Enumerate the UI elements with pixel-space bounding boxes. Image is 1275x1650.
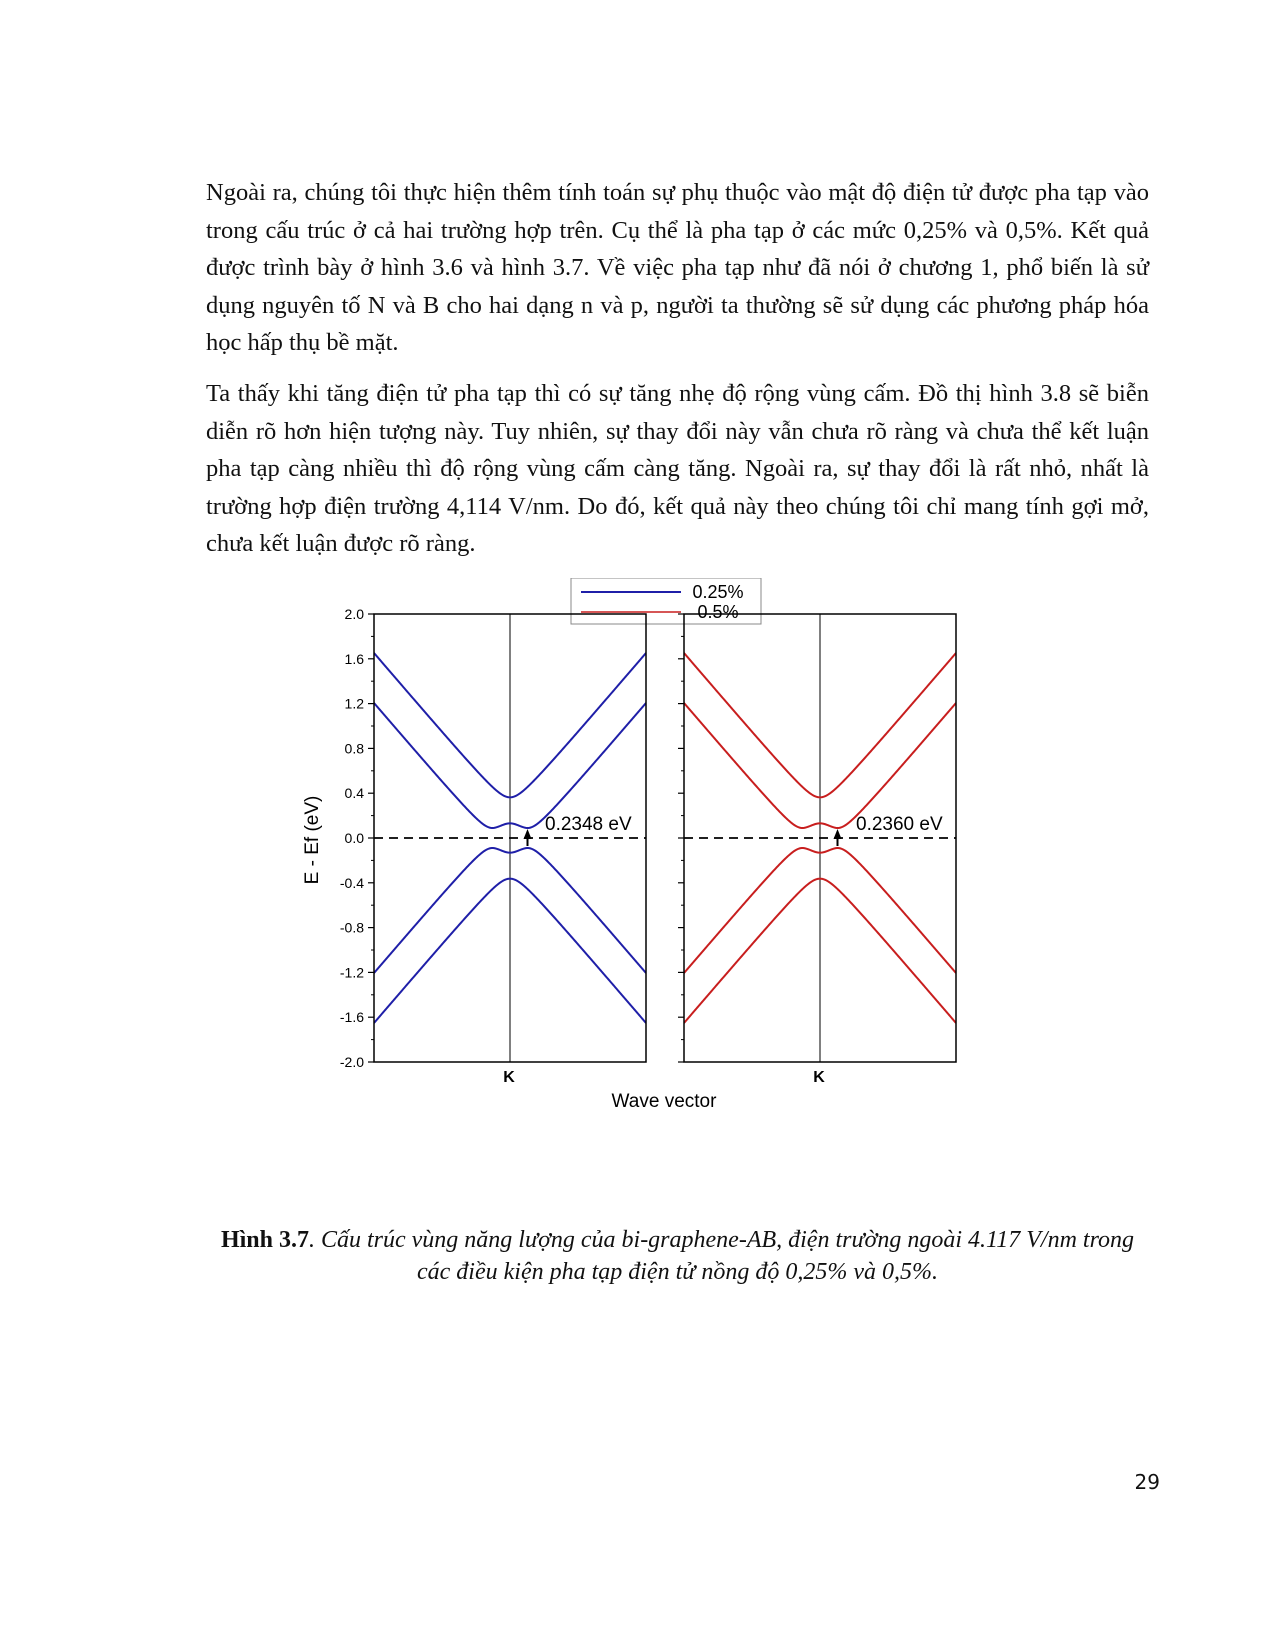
y-tick-label: -1.2: [339, 964, 364, 981]
x-axis-label: Wave vector: [611, 1091, 717, 1112]
legend-label-1: 0.5%: [697, 602, 739, 622]
band-structure-figure: [300, 578, 980, 1118]
y-axis-label: E - Ef (eV): [302, 795, 323, 885]
legend: [571, 578, 761, 624]
k-label-1: K: [813, 1069, 825, 1086]
gap-arrow-head: [524, 829, 532, 839]
paragraph-2: Ta thấy khi tăng điện tử pha tạp thì có sự tăng nhẹ độ rộng vùng cấm. Đồ thị hình 3.8 sẽ biễn diễn rõ hơn hiện tượng này. Tuy nhiên, sự thay đổi này vẫn chưa rõ ràng và chưa thể kết luận pha tạp càng nhiều thì độ rộng vùng cấm càng tăng. Ngoài ra, sự thay đổi là rất nhỏ, nhất là trường hợp điện trường 4,114 V/nm. Do đó, kết quả này theo chúng tôi chỉ mang tính gợi mở, chưa kết luận được rõ ràng.: [206, 380, 1149, 557]
caption-text: . Cấu trúc vùng năng lượng của bi-graphene-AB, điện trường ngoài 4.117 V/nm trong các điều kiện pha tạp điện tử nồng độ 0,25% và 0,5%.: [308, 1227, 1135, 1285]
gap-arrow-head: [834, 829, 842, 839]
y-ticks: [340, 606, 364, 1070]
figure-caption: [206, 1224, 1149, 1288]
page-number: 29: [1134, 1470, 1160, 1494]
y-tick-label: -2.0: [339, 1054, 364, 1070]
y-tick-label: -0.4: [339, 874, 364, 891]
caption-label: Hình 3.7: [220, 1227, 309, 1253]
y-tick-label: 1.6: [344, 650, 364, 667]
y-tick-label: -0.8: [339, 919, 364, 936]
panel-0-5-percent: [678, 614, 956, 1062]
paragraph-1: Ngoài ra, chúng tôi thực hiện thêm tính toán sự phụ thuộc vào mật độ điện tử được pha tạp vào trong cấu trúc ở cả hai trường hợp trên. Cụ thể là pha tạp ở các mức 0,25% và 0,5%. Kết quả được trình bày ở hình 3.6 và hình 3.7. Về việc pha tạp như đã nói ở chương 1, phổ biến là sử dụng nguyên tố N và B cho hai dạng n và p, người ta thường sẽ sử dụng các phương pháp hóa học hấp thụ bề mặt.: [206, 179, 1149, 356]
panel-0-25-percent: [368, 614, 646, 1062]
y-tick-label: -1.6: [339, 1009, 364, 1026]
gap-label-0: 0.2348 eV: [545, 814, 632, 835]
gap-label-1: 0.2360 eV: [856, 814, 943, 835]
y-tick-label: 0.4: [344, 785, 364, 802]
k-label-0: K: [503, 1069, 515, 1086]
legend-label-0: 0.25%: [692, 582, 744, 602]
y-tick-label: 2.0: [344, 606, 364, 622]
y-tick-label: 0.8: [344, 740, 364, 757]
y-tick-label: 0.0: [344, 830, 364, 846]
y-tick-label: 1.2: [344, 695, 364, 712]
